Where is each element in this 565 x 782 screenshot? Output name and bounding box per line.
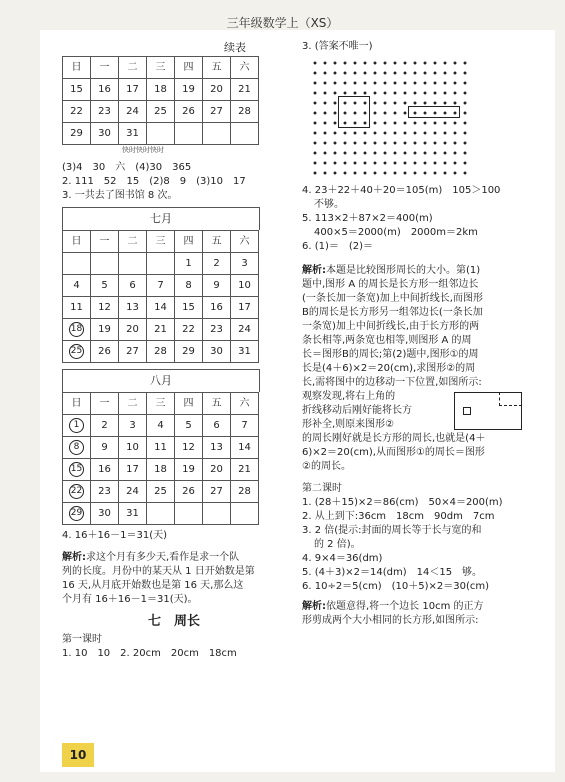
calendar-head-cell: 六 (231, 57, 259, 79)
calendar-cell (63, 253, 91, 275)
table-row (63, 415, 259, 437)
calendar-cell: 3 (119, 415, 147, 437)
calendar-cell: 14 (147, 297, 175, 319)
calendar-cell: 23 (91, 481, 119, 503)
calendar-cell: 8 (175, 275, 203, 297)
calendar-cell: 25 (147, 101, 175, 123)
table-row (63, 297, 259, 319)
calendar-head-cell: 二 (119, 57, 147, 79)
calendar-cell: 29 (63, 123, 91, 145)
table-row (63, 101, 259, 123)
continued-label: 续表 (224, 41, 246, 54)
calendar-cell: 2 (203, 253, 231, 275)
calendar-cell: 18 (147, 459, 175, 481)
table-row (63, 253, 259, 275)
analysis-block (62, 551, 286, 607)
calendar-cell: 24 (119, 101, 147, 123)
circled-date: 15 (69, 462, 84, 477)
calendar-cell: 29 (175, 341, 203, 363)
calendar-cell: 16 (91, 459, 119, 481)
page-number: 10 (62, 743, 94, 767)
calendar-head-cell: 日 (63, 393, 91, 415)
table-row (63, 123, 259, 145)
calendar-head-row (63, 393, 259, 415)
calendar-cell: 21 (231, 79, 259, 101)
calendar-cell: 20 (203, 459, 231, 481)
analysis-line: 题中,图形 A 的周长是长方形一组邻边长 (302, 279, 479, 290)
calendar-head-cell: 三 (147, 393, 175, 415)
lesson-2-answer-4: 4. 9×4＝36(dm) (302, 553, 383, 564)
table-row (63, 459, 259, 481)
answer-5-line-1: 5. 113×2＋87×2＝400(m) (302, 213, 433, 224)
analysis-line: 16 天,从月底开始数也是第 16 天,那么这 (62, 580, 244, 591)
calendar-cell: 13 (119, 297, 147, 319)
calendar-head-cell: 三 (147, 57, 175, 79)
answer-4: 4. 16＋16－1＝31(天) (62, 530, 168, 541)
calendar-cell (203, 123, 231, 145)
calendar-cell: 25 (147, 481, 175, 503)
calendar-cell: 31 (119, 503, 147, 525)
answer-3-title: 3. (答案不唯一) (302, 41, 373, 52)
calendar-cell: 20 (119, 319, 147, 341)
calendar-cell: 26 (91, 341, 119, 363)
calendar-cell: 10 (119, 437, 147, 459)
calendar-head-cell: 日 (63, 231, 91, 253)
lesson-2-answer-6: 6. 10÷2＝5(cm) (10＋5)×2＝30(cm) (302, 581, 489, 592)
lesson-2-answer-3b: 的 2 倍)。 (314, 539, 361, 550)
analysis-line: 个月有 16＋16－1＝31(天)。 (62, 594, 198, 605)
calendar-cell: 17 (119, 79, 147, 101)
answer-6: 6. (1)＝ (2)＝ (302, 241, 374, 252)
calendar-cell: 31 (119, 123, 147, 145)
answer-3-4: (3)4 30 六 (4)30 365 (62, 162, 192, 173)
lesson-2-title: 第二课时 (302, 483, 342, 494)
analysis-line: (一条长加一条宽)加上中间折线长,而图形 (302, 293, 483, 304)
answer-4-line-1: 4. 23＋22＋40＋20＝105(m) 105＞100 (302, 185, 501, 196)
calendar-head-cell: 三 (147, 231, 175, 253)
table-row (63, 481, 259, 503)
analysis-line: 列的长度。月份中的某天从 1 日开始数是第 (62, 566, 255, 577)
calendar-cell (119, 253, 147, 275)
calendar-cell: 5 (91, 275, 119, 297)
lesson-2-answer-1: 1. (28＋15)×2＝86(cm) 50×4＝200(m) (302, 497, 503, 508)
calendar-cell: 28 (147, 341, 175, 363)
calendar-cell: 17 (231, 297, 259, 319)
calendar-head-cell: 二 (119, 231, 147, 253)
calendar-cell (63, 341, 91, 363)
dashed-corner-shape (499, 392, 522, 406)
calendar-cell (231, 123, 259, 145)
analysis-line: 6)×2＝20(cm),从而图形①的周长＝图形 (302, 447, 485, 458)
analysis-label: 解析: (302, 265, 326, 276)
analysis-line: 观察发现,将右上角的 (302, 391, 396, 402)
analysis-line (302, 264, 552, 278)
calendar-head-row (63, 231, 259, 253)
calendar-cell: 27 (203, 101, 231, 123)
analysis-line (302, 600, 552, 614)
calendar-cell (175, 123, 203, 145)
calendar-head-cell: 一 (91, 231, 119, 253)
calendar-note: 快时快时快时 (122, 146, 164, 154)
calendar-continued (62, 56, 259, 145)
august-calendar (62, 392, 259, 525)
calendar-cell: 19 (175, 459, 203, 481)
calendar-head-cell: 六 (231, 231, 259, 253)
calendar-cell: 9 (91, 437, 119, 459)
analysis-text: 依题意得,将一个边长 10cm 的正方 (326, 601, 484, 612)
table-row (63, 275, 259, 297)
table-row (63, 503, 259, 525)
square-shape (338, 96, 370, 128)
august-title: 八月 (62, 369, 260, 392)
calendar-cell: 27 (203, 481, 231, 503)
calendar-cell (63, 319, 91, 341)
calendar-cell: 7 (231, 415, 259, 437)
calendar-cell (63, 437, 91, 459)
calendar-head-cell: 五 (203, 393, 231, 415)
calendar-head-row (63, 57, 259, 79)
july-calendar (62, 230, 259, 363)
table-row (63, 79, 259, 101)
calendar-cell: 26 (175, 481, 203, 503)
calendar-cell: 24 (119, 481, 147, 503)
calendar-cell: 28 (231, 481, 259, 503)
calendar-cell: 30 (91, 123, 119, 145)
calendar-cell (175, 503, 203, 525)
answer-2: 2. 111 52 15 (2)8 9 (3)10 17 (62, 176, 246, 187)
calendar-cell: 11 (147, 437, 175, 459)
calendar-cell: 6 (119, 275, 147, 297)
calendar-cell: 1 (175, 253, 203, 275)
calendar-cell: 27 (119, 341, 147, 363)
small-square-shape (463, 407, 471, 415)
analysis-label: 解析: (62, 552, 86, 563)
calendar-cell: 6 (203, 415, 231, 437)
calendar-cell: 23 (91, 101, 119, 123)
calendar-cell (63, 481, 91, 503)
calendar-cell (231, 503, 259, 525)
table-row (63, 341, 259, 363)
calendar-cell: 16 (91, 79, 119, 101)
calendar-head-cell: 二 (119, 393, 147, 415)
calendar-head-cell: 四 (175, 231, 203, 253)
calendar-cell: 23 (203, 319, 231, 341)
analysis-text: 求这个月有多少天,看作是求一个队 (86, 552, 240, 563)
calendar-head-cell: 五 (203, 231, 231, 253)
table-row (63, 437, 259, 459)
calendar-head-cell: 六 (231, 393, 259, 415)
calendar-head-cell: 一 (91, 57, 119, 79)
chapter-title: 七 周长 (147, 614, 200, 629)
circled-date: 8 (69, 440, 84, 455)
calendar-cell: 21 (231, 459, 259, 481)
calendar-cell: 22 (63, 101, 91, 123)
calendar-cell: 31 (231, 341, 259, 363)
calendar-cell: 12 (91, 297, 119, 319)
calendar-cell: 14 (231, 437, 259, 459)
analysis-line: 长,需将图中的边移动一下位置,如图所示: (302, 377, 482, 388)
calendar-cell: 22 (175, 319, 203, 341)
analysis-line (62, 551, 286, 565)
calendar-cell: 19 (91, 319, 119, 341)
calendar-cell (63, 459, 91, 481)
calendar-cell: 15 (175, 297, 203, 319)
calendar-cell: 21 (147, 319, 175, 341)
right-column (302, 40, 552, 628)
analysis-line: 一条宽)加上中间折线长,由于长方形的两 (302, 321, 480, 332)
calendar-cell: 10 (231, 275, 259, 297)
calendar-cell: 4 (147, 415, 175, 437)
answer-4-line-2: 不够。 (314, 199, 344, 210)
calendar-cell: 30 (203, 341, 231, 363)
page-header: 三年级数学上（XS） (226, 16, 339, 30)
calendar-cell: 9 (203, 275, 231, 297)
calendar-head-cell: 四 (175, 393, 203, 415)
analysis-line: 条长相等,两条宽也相等,则图形 A 的周 (302, 335, 472, 346)
analysis-line: 形补全,则原来图形② (302, 419, 395, 430)
calendar-cell: 24 (231, 319, 259, 341)
calendar-head-cell: 日 (63, 57, 91, 79)
calendar-cell: 26 (175, 101, 203, 123)
calendar-head-cell: 四 (175, 57, 203, 79)
calendar-cell: 13 (203, 437, 231, 459)
calendar-cell: 28 (231, 101, 259, 123)
calendar-cell (91, 253, 119, 275)
calendar-cell (147, 503, 175, 525)
answer-5-line-2: 400×5＝2000(m) 2000m＝2km (314, 227, 478, 238)
calendar-cell: 4 (63, 275, 91, 297)
circled-date: 25 (69, 344, 84, 359)
calendar-cell: 20 (203, 79, 231, 101)
rectangle-shape (408, 106, 460, 118)
calendar-cell: 15 (63, 79, 91, 101)
calendar-cell: 19 (175, 79, 203, 101)
analysis-text: 本题是比较图形周长的大小。第(1) (326, 265, 481, 276)
analysis-line: 的周长刚好就是长方形的周长,也就是(4＋ (302, 433, 486, 444)
answer-3-title: 3. 一共去了图书馆 8 次。 (62, 190, 178, 201)
circled-date: 29 (69, 506, 84, 521)
dot-grid-figure (310, 58, 470, 178)
calendar-head-cell: 五 (203, 57, 231, 79)
calendar-cell (63, 415, 91, 437)
july-title: 七月 (62, 207, 260, 230)
analysis-line: ②的周长。 (302, 461, 351, 472)
analysis-label: 解析: (302, 601, 326, 612)
calendar-cell: 17 (119, 459, 147, 481)
analysis-line: 长是(4＋6)×2＝20(cm),求图形②的周 (302, 363, 476, 374)
circled-date: 18 (69, 322, 84, 337)
calendar-cell (63, 503, 91, 525)
lesson-1-answer-1: 1. 10 10 2. 20cm 20cm 18cm (62, 648, 237, 659)
circled-date: 22 (69, 484, 84, 499)
calendar-cell: 11 (63, 297, 91, 319)
lesson-1-title: 第一课时 (62, 634, 102, 645)
analysis-line: 折线移动后刚好能将长方 (302, 405, 412, 416)
left-column (62, 40, 286, 661)
analysis-block (302, 264, 552, 474)
calendar-cell (203, 503, 231, 525)
lesson-2-answer-2: 2. 从上到下:36cm 18cm 90dm 7cm (302, 511, 495, 522)
rectangle-diagram (454, 392, 522, 430)
calendar-cell (147, 123, 175, 145)
analysis-block-2 (302, 600, 552, 628)
calendar-cell: 2 (91, 415, 119, 437)
calendar-cell (147, 253, 175, 275)
calendar-cell: 5 (175, 415, 203, 437)
lesson-2-answer-5: 5. (4＋3)×2＝14(dm) 14＜15 够。 (302, 567, 483, 578)
table-row (63, 319, 259, 341)
calendar-cell: 18 (147, 79, 175, 101)
calendar-cell: 3 (231, 253, 259, 275)
calendar-cell: 7 (147, 275, 175, 297)
calendar-head-cell: 一 (91, 393, 119, 415)
lesson-2-answer-3a: 3. 2 倍(提示:封面的周长等于长与宽的和 (302, 525, 482, 536)
analysis-line: B的周长是长方形另一组邻边长(一条长加 (302, 307, 483, 318)
calendar-cell: 16 (203, 297, 231, 319)
calendar-cell: 30 (91, 503, 119, 525)
circled-date: 1 (69, 418, 84, 433)
analysis-line: 形剪成两个大小相同的长方形,如图所示: (302, 615, 479, 626)
calendar-cell: 12 (175, 437, 203, 459)
analysis-line: 长＝图形B的周长;第(2)题中,图形①的周 (302, 349, 479, 360)
